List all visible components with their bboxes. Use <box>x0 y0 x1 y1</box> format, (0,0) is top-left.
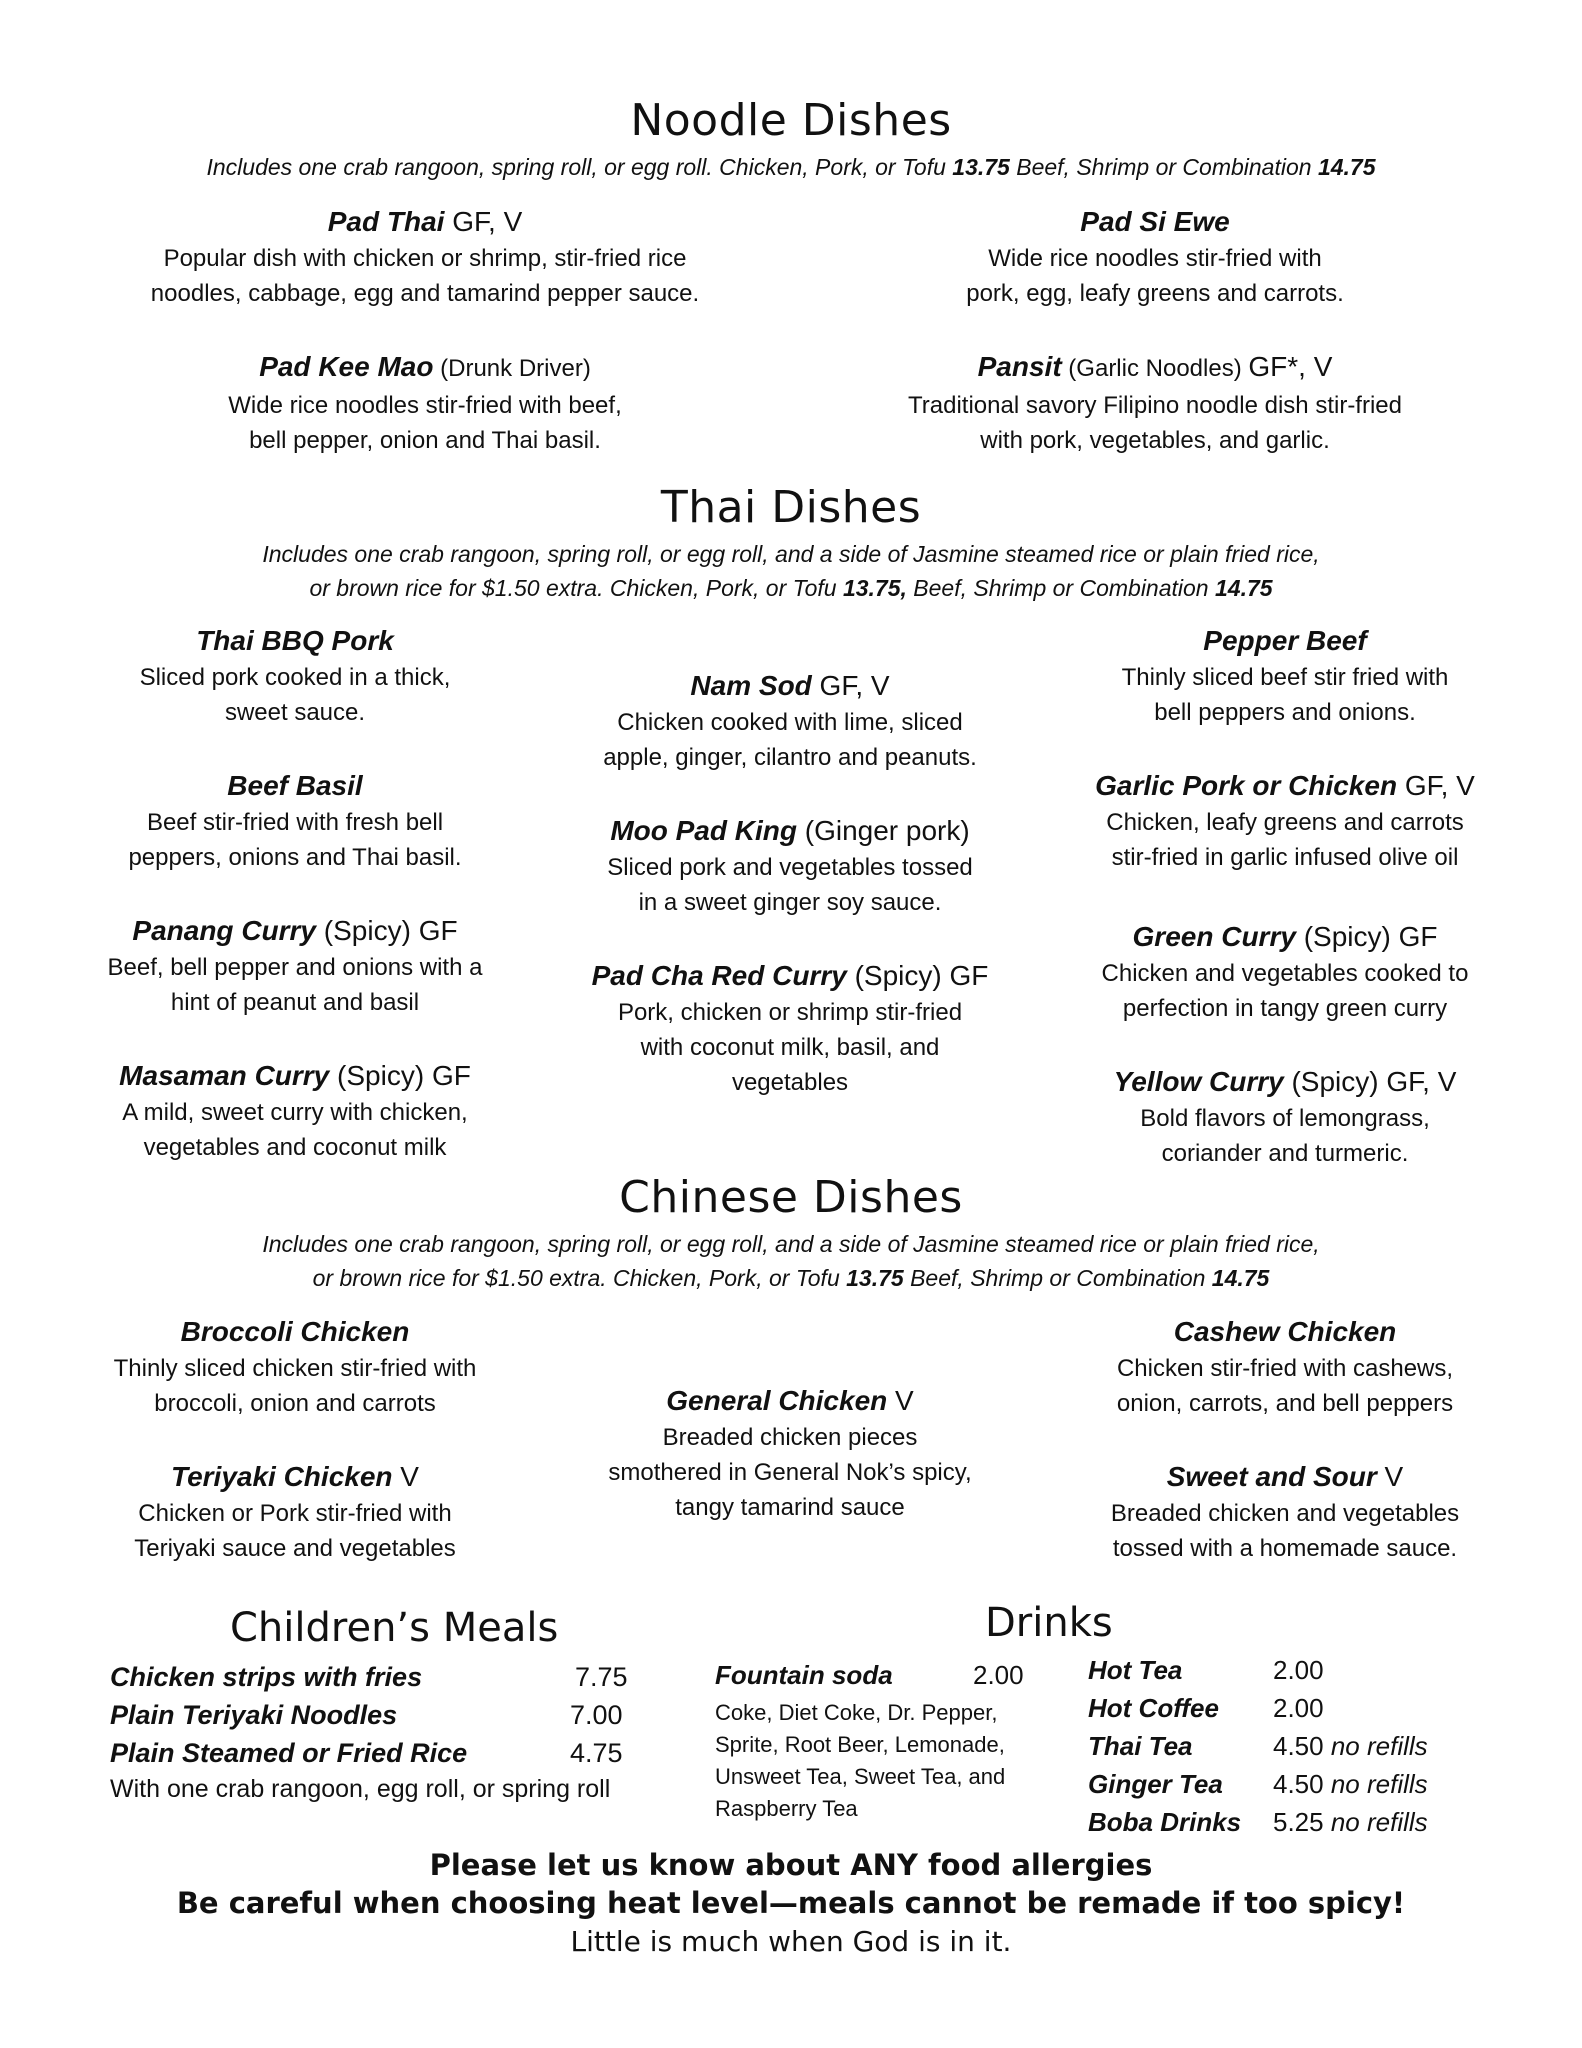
dish-thai-bbq-pork <box>60 622 530 730</box>
drink-name: Hot Coffee <box>1088 1693 1219 1723</box>
dish-desc: Sliced pork cooked in a thick, <box>139 664 451 691</box>
kids-item <box>110 1700 670 1731</box>
dish-name: Teriyaki Chicken <box>171 1461 393 1492</box>
kids-item-price: 7.00 <box>570 1700 623 1730</box>
dish-desc: hint of peanut and basil <box>170 989 420 1016</box>
dish-tag: (Ginger pork) <box>796 815 970 846</box>
dish-desc: Beef, bell pepper and onions with a <box>107 954 483 981</box>
dish-desc: Breaded chicken pieces <box>662 1424 918 1451</box>
dish-tag: (Spicy) GF <box>329 1060 471 1091</box>
dish-desc: Popular dish with chicken or shrimp, stir-fried rice <box>163 245 687 272</box>
kids-item-price: 4.75 <box>570 1738 623 1768</box>
dish-desc: broccoli, onion and carrots <box>154 1390 436 1417</box>
dish-desc: with pork, vegetables, and garlic. <box>980 427 1330 454</box>
dish-desc: vegetables <box>731 1069 849 1096</box>
dish-desc: Bold flavors of lemongrass, <box>1140 1105 1430 1132</box>
kids-item-name: Plain Steamed or Fried Rice <box>110 1738 468 1768</box>
dish-nam-sod <box>555 667 1025 775</box>
dish-desc: pork, egg, leafy greens and carrots. <box>966 280 1344 307</box>
dish-desc: Sliced pork and vegetables tossed <box>607 854 973 881</box>
chinese-intro-text: or brown rice for $1.50 extra. Chicken, Pork, or Tofu <box>312 1265 847 1291</box>
drink-item <box>1088 1655 1528 1686</box>
dish-tag: (Drunk Driver) <box>433 355 591 382</box>
noodle-price-2: 14.75 <box>1317 154 1376 180</box>
dish-desc: tossed with a homemade sauce. <box>1112 1535 1458 1562</box>
dish-broccoli-chicken <box>60 1313 530 1421</box>
dish-name: General Chicken <box>666 1385 888 1416</box>
soda-desc-line: Sprite, Root Beer, Lemonade, <box>715 1732 1005 1757</box>
dish-desc: Chicken cooked with lime, sliced <box>617 709 963 736</box>
drink-soda-desc <box>715 1697 1045 1825</box>
chinese-intro <box>0 1227 1582 1295</box>
dish-desc: Thinly sliced beef stir fried with <box>1121 664 1449 691</box>
drink-soda-price: 2.00 <box>973 1660 1024 1690</box>
chinese-price-1: 13.75 <box>846 1265 904 1291</box>
kids-note: With one crab rangoon, egg roll, or spring roll <box>110 1775 611 1803</box>
dish-pad-kee-mao <box>100 348 750 458</box>
dish-name: Yellow Curry <box>1113 1066 1284 1097</box>
dish-name: Pepper Beef <box>1203 625 1367 656</box>
noodle-intro-text-2: Beef, Shrimp or Combination <box>1009 154 1318 180</box>
drink-item <box>1088 1731 1528 1762</box>
dish-tag-diet: GF*, V <box>1248 351 1333 382</box>
dish-green-curry <box>1050 918 1520 1026</box>
dish-cashew-chicken <box>1050 1313 1520 1421</box>
dish-tag: (Spicy) GF, V <box>1283 1066 1457 1097</box>
dish-desc: stir-fried in garlic infused olive oil <box>1111 844 1459 871</box>
dish-desc: Chicken, leafy greens and carrots <box>1106 809 1464 836</box>
chinese-price-2: 14.75 <box>1211 1265 1270 1291</box>
chinese-title: Chinese Dishes <box>619 1172 963 1223</box>
dish-tag: (Spicy) GF <box>1295 921 1438 952</box>
spice-warning: Be careful when choosing heat level—meals cannot be remade if too spicy! <box>176 1886 1406 1920</box>
dish-desc: tangy tamarind sauce <box>675 1494 905 1521</box>
dish-desc: sweet sauce. <box>224 699 366 726</box>
soda-desc-line: Raspberry Tea <box>715 1796 858 1821</box>
drink-name: Ginger Tea <box>1088 1769 1223 1799</box>
noodle-title: Noodle Dishes <box>630 95 952 146</box>
allergy-notice: Please let us know about ANY food allergies <box>429 1848 1153 1882</box>
dish-tag: (Spicy) GF <box>846 960 989 991</box>
thai-price-2: 14.75 <box>1215 575 1273 601</box>
dish-desc: peppers, onions and Thai basil. <box>128 844 462 871</box>
kids-item-name: Chicken strips with fries <box>110 1662 423 1692</box>
dish-desc: Breaded chicken and vegetables <box>1110 1500 1460 1527</box>
thai-title: Thai Dishes <box>660 482 922 533</box>
dish-name: Thai BBQ Pork <box>196 625 394 656</box>
thai-intro-text: or brown rice for $1.50 extra. Chicken, Pork, or Tofu <box>309 575 843 601</box>
dish-name: Pad Si Ewe <box>1080 206 1230 237</box>
dish-name: Pansit <box>977 351 1062 382</box>
dish-name: Panang Curry <box>132 915 317 946</box>
noodle-intro-text: Includes one crab rangoon, spring roll, or egg roll. Chicken, Pork, or Tofu <box>206 154 953 180</box>
thai-intro-text-2: Beef, Shrimp or Combination <box>906 575 1215 601</box>
dish-masaman-curry <box>60 1057 530 1165</box>
dish-pad-thai <box>100 203 750 311</box>
drink-name: Thai Tea <box>1088 1731 1193 1761</box>
dish-tag: GF, V <box>1397 770 1475 801</box>
dish-name: Cashew Chicken <box>1173 1316 1397 1347</box>
dish-name: Moo Pad King <box>610 815 797 846</box>
dish-desc: noodles, cabbage, egg and tamarind pepper sauce. <box>150 280 700 307</box>
kids-item <box>110 1738 670 1769</box>
dish-name: Pad Cha Red Curry <box>591 960 847 991</box>
dish-beef-basil <box>60 767 530 875</box>
dish-pansit <box>830 348 1480 458</box>
dish-desc: onion, carrots, and bell peppers <box>1116 1390 1454 1417</box>
dish-pepper-beef <box>1050 622 1520 730</box>
dish-name: Green Curry <box>1132 921 1296 952</box>
dish-tag: (Garlic Noodles) <box>1061 355 1249 382</box>
thai-intro-line1: Includes one crab rangoon, spring roll, or egg roll, and a side of Jasmine steamed rice or plain fried rice, <box>262 541 1320 567</box>
dish-desc: coriander and turmeric. <box>1161 1140 1409 1167</box>
dish-name: Garlic Pork or Chicken <box>1095 770 1398 801</box>
dish-name: Pad Kee Mao <box>259 351 434 382</box>
dish-name: Nam Sod <box>690 670 812 701</box>
drink-soda <box>715 1660 1055 1691</box>
dish-desc: apple, ginger, cilantro and peanuts. <box>603 744 977 771</box>
dish-desc: smothered in General Nok’s spicy, <box>608 1459 972 1486</box>
dish-desc: A mild, sweet curry with chicken, <box>122 1099 468 1126</box>
kids-title: Children’s Meals <box>230 1605 559 1651</box>
dish-pad-cha-red-curry <box>555 957 1025 1100</box>
drink-note: no refills <box>1330 1807 1428 1837</box>
dish-desc: Chicken and vegetables cooked to <box>1101 960 1469 987</box>
dish-yellow-curry <box>1050 1063 1520 1171</box>
dish-name: Pad Thai <box>327 206 445 237</box>
dish-tag: V <box>392 1461 419 1492</box>
drink-price: 4.50 <box>1273 1731 1324 1761</box>
dish-desc: Beef stir-fried with fresh bell <box>146 809 444 836</box>
dish-name: Broccoli Chicken <box>180 1316 410 1347</box>
dish-desc: bell pepper, onion and Thai basil. <box>249 427 601 454</box>
kids-item-name: Plain Teriyaki Noodles <box>110 1700 398 1730</box>
thai-price-1: 13.75, <box>842 575 907 601</box>
drink-note: no refills <box>1330 1769 1428 1799</box>
drink-price: 5.25 <box>1273 1807 1324 1837</box>
drink-item <box>1088 1693 1528 1724</box>
drinks-title: Drinks <box>985 1600 1113 1646</box>
dish-desc: in a sweet ginger soy sauce. <box>638 889 942 916</box>
soda-desc-line: Unsweet Tea, Sweet Tea, and <box>715 1764 1006 1789</box>
dish-desc: Teriyaki sauce and vegetables <box>134 1535 456 1562</box>
drink-name: Hot Tea <box>1088 1655 1183 1685</box>
dish-desc: Wide rice noodles stir-fried with beef, <box>228 392 622 419</box>
dish-general-chicken <box>555 1382 1025 1525</box>
dish-desc: vegetables and coconut milk <box>143 1134 447 1161</box>
noodle-price-1: 13.75 <box>952 154 1010 180</box>
drink-item <box>1088 1807 1528 1838</box>
soda-desc-line: Coke, Diet Coke, Dr. Pepper, <box>715 1700 998 1725</box>
dish-desc: Traditional savory Filipino noodle dish stir-fried <box>908 392 1402 419</box>
dish-desc: Pork, chicken or shrimp stir-fried <box>617 999 963 1026</box>
drink-price: 2.00 <box>1273 1655 1324 1685</box>
dish-tag: V <box>1376 1461 1404 1492</box>
dish-panang-curry <box>60 912 530 1020</box>
footer-motto: Little is much when God is in it. <box>570 1925 1012 1958</box>
chinese-intro-text-2: Beef, Shrimp or Combination <box>903 1265 1212 1291</box>
dish-tag: GF, V <box>811 670 890 701</box>
dish-name: Beef Basil <box>227 770 363 801</box>
dish-desc: Thinly sliced chicken stir-fried with <box>113 1355 477 1382</box>
drink-item <box>1088 1769 1528 1800</box>
dish-pad-si-ewe <box>830 203 1480 311</box>
chinese-intro-line1: Includes one crab rangoon, spring roll, or egg roll, and a side of Jasmine steamed rice or plain fried rice, <box>262 1231 1320 1257</box>
dish-name: Masaman Curry <box>119 1060 330 1091</box>
dish-tag: (Spicy) GF <box>316 915 458 946</box>
dish-tag: GF, V <box>444 206 523 237</box>
dish-name: Sweet and Sour <box>1166 1461 1377 1492</box>
thai-intro <box>0 537 1582 605</box>
dish-desc: Chicken or Pork stir-fried with <box>138 1500 452 1527</box>
drink-name: Boba Drinks <box>1088 1807 1242 1837</box>
kids-item <box>110 1662 670 1693</box>
dish-desc: Wide rice noodles stir-fried with <box>988 245 1322 272</box>
dish-garlic-pork-chicken <box>1050 767 1520 875</box>
drink-soda-name: Fountain soda <box>715 1660 893 1690</box>
drink-price: 4.50 <box>1273 1769 1324 1799</box>
kids-item-price: 7.75 <box>575 1662 628 1692</box>
dish-desc: perfection in tangy green curry <box>1122 995 1448 1022</box>
dish-sweet-and-sour <box>1050 1458 1520 1566</box>
drink-note: no refills <box>1330 1731 1428 1761</box>
dish-desc: Chicken stir-fried with cashews, <box>1116 1355 1454 1382</box>
drink-price: 2.00 <box>1273 1693 1324 1723</box>
dish-teriyaki-chicken <box>60 1458 530 1566</box>
dish-moo-pad-king <box>555 812 1025 920</box>
dish-desc: bell peppers and onions. <box>1154 699 1416 726</box>
dish-desc: with coconut milk, basil, and <box>640 1034 940 1061</box>
noodle-intro <box>0 150 1582 184</box>
dish-tag: V <box>887 1385 914 1416</box>
